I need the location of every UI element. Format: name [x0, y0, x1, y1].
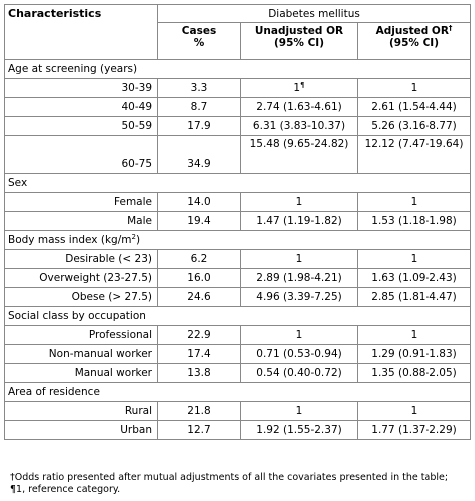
- table-row: [5, 326, 471, 345]
- unadjusted-or: [241, 250, 358, 269]
- unadjusted-or-value: 1: [293, 82, 301, 94]
- header-row: [5, 5, 471, 23]
- cases-header: [158, 23, 241, 60]
- adjusted-or: 1.29 (0.91-1.83): [358, 345, 471, 364]
- characteristics-header: Characteristics: [5, 5, 158, 60]
- table-row: [5, 402, 471, 421]
- adjusted-or: 12.12 (7.47-19.64): [358, 136, 471, 174]
- adjusted-or: 1.77 (1.37-2.29): [358, 421, 471, 440]
- cases-percent: 17.9: [158, 117, 241, 136]
- unadjusted-or: [241, 212, 358, 231]
- adjusted-or: 1: [358, 193, 471, 212]
- adjusted-or-header: [358, 23, 471, 60]
- unadjusted-or-value: 2.74 (1.63-4.61): [256, 101, 342, 113]
- table-row: [5, 98, 471, 117]
- unadjusted-or-value: 0.54 (0.40-0.72): [256, 367, 342, 379]
- row-label: Non-manual worker: [5, 345, 158, 364]
- row-label: Obese (> 27.5): [5, 288, 158, 307]
- table-row: [5, 345, 471, 364]
- row-label: Rural: [5, 402, 158, 421]
- section-row: [5, 60, 471, 79]
- cases-percent: 6.2: [158, 250, 241, 269]
- adjusted-or: 5.26 (3.16-8.77): [358, 117, 471, 136]
- adjusted-or-ci-label: (95% CI): [389, 37, 439, 49]
- unadjusted-or: [241, 269, 358, 288]
- cases-percent: 34.9: [158, 136, 241, 174]
- reference-mark: ¶: [300, 81, 305, 89]
- table-row: [5, 79, 471, 98]
- unadjusted-or-value: 1: [295, 253, 303, 265]
- section-row: [5, 174, 471, 193]
- row-label: 50-59: [5, 117, 158, 136]
- adjusted-or: 1.63 (1.09-2.43): [358, 269, 471, 288]
- section-title: [5, 174, 471, 193]
- unadjusted-or-value: 15.48 (9.65-24.82): [249, 138, 349, 150]
- table-row: [5, 193, 471, 212]
- adjusted-or: 1.53 (1.18-1.98): [358, 212, 471, 231]
- odds-ratio-table: [4, 4, 471, 440]
- unadjusted-or: [241, 345, 358, 364]
- row-label: Urban: [5, 421, 158, 440]
- cases-percent: 14.0: [158, 193, 241, 212]
- diabetes-mellitus-header: Diabetes mellitus: [158, 5, 471, 23]
- section-row: [5, 307, 471, 326]
- unadjusted-or: [241, 79, 358, 98]
- row-label: Male: [5, 212, 158, 231]
- adjusted-or: 2.85 (1.81-4.47): [358, 288, 471, 307]
- row-label: Desirable (< 23): [5, 250, 158, 269]
- unadjusted-or: [241, 193, 358, 212]
- unadjusted-or-header: [241, 23, 358, 60]
- cases-percent: 12.7: [158, 421, 241, 440]
- table-row: [5, 421, 471, 440]
- section-title: [5, 231, 471, 250]
- section-title-text: Social class by occupation: [8, 310, 146, 322]
- section-title: [5, 307, 471, 326]
- section-title-end: ): [135, 234, 141, 246]
- adjusted-or-label: Adjusted OR: [375, 25, 449, 37]
- cases-percent: 22.9: [158, 326, 241, 345]
- adjusted-or: 2.61 (1.54-4.44): [358, 98, 471, 117]
- unadjusted-or-value: 1: [295, 329, 303, 341]
- cases-percent: 21.8: [158, 402, 241, 421]
- unadjusted-or: [241, 326, 358, 345]
- table-row: [5, 269, 471, 288]
- unadjusted-or-value: 4.96 (3.39-7.25): [256, 291, 342, 303]
- footnote-reference: ¶1, reference category.: [10, 484, 121, 495]
- unadjusted-or-value: 1: [295, 405, 303, 417]
- unadjusted-or: [241, 364, 358, 383]
- section-row: [5, 231, 471, 250]
- cases-percent: 17.4: [158, 345, 241, 364]
- cases-percent: 13.8: [158, 364, 241, 383]
- adjusted-or: 1: [358, 326, 471, 345]
- unadjusted-or-value: 1: [295, 196, 303, 208]
- unadjusted-or-value: 6.31 (3.83-10.37): [252, 120, 346, 132]
- unadjusted-or-value: 2.89 (1.98-4.21): [256, 272, 342, 284]
- section-row: [5, 383, 471, 402]
- unadjusted-or: [241, 98, 358, 117]
- row-label: 40-49: [5, 98, 158, 117]
- row-label: Professional: [5, 326, 158, 345]
- unadjusted-or-value: 0.71 (0.53-0.94): [256, 348, 342, 360]
- row-label: Female: [5, 193, 158, 212]
- section-title-superscript: 2: [131, 233, 136, 241]
- adjusted-or: 1: [358, 402, 471, 421]
- results-table-container: [4, 4, 470, 440]
- unadjusted-or-label: Unadjusted OR (95% CI): [254, 25, 344, 49]
- unadjusted-or-value: 1.47 (1.19-1.82): [256, 215, 342, 227]
- section-title-text: Age at screening (years): [8, 63, 138, 75]
- row-label: 30-39: [5, 79, 158, 98]
- row-label: 60-75: [5, 136, 158, 174]
- section-title: [5, 383, 471, 402]
- table-row: [5, 117, 471, 136]
- adjusted-or: 1: [358, 79, 471, 98]
- adjusted-or: 1.35 (0.88-2.05): [358, 364, 471, 383]
- unadjusted-or: [241, 421, 358, 440]
- unadjusted-or-value: 1.92 (1.55-2.37): [256, 424, 342, 436]
- section-title-text: Sex: [8, 177, 28, 189]
- cases-percent: 16.0: [158, 269, 241, 288]
- cases-percent: 24.6: [158, 288, 241, 307]
- row-label: Manual worker: [5, 364, 158, 383]
- table-row: [5, 364, 471, 383]
- section-title-text: Area of residence: [8, 386, 100, 398]
- table-footnotes: [10, 472, 448, 496]
- table-body: [5, 5, 471, 440]
- cases-percent: 8.7: [158, 98, 241, 117]
- table-row: [5, 288, 471, 307]
- table-row: [5, 136, 471, 174]
- unadjusted-or: [241, 136, 358, 174]
- footnote-adjustment: †Odds ratio presented after mutual adjustments of all the covariates presented in the table;: [10, 472, 449, 483]
- adjusted-or-mark: †: [448, 24, 453, 32]
- table-row: [5, 212, 471, 231]
- unadjusted-or: [241, 117, 358, 136]
- row-label: Overweight (23-27.5): [5, 269, 158, 288]
- cases-header-label: Cases %: [181, 25, 217, 49]
- cases-percent: 19.4: [158, 212, 241, 231]
- cases-percent: 3.3: [158, 79, 241, 98]
- table-row: [5, 250, 471, 269]
- section-title: [5, 60, 471, 79]
- adjusted-or: 1: [358, 250, 471, 269]
- unadjusted-or: [241, 402, 358, 421]
- section-title-text: Body mass index (kg/m: [8, 234, 132, 246]
- unadjusted-or: [241, 288, 358, 307]
